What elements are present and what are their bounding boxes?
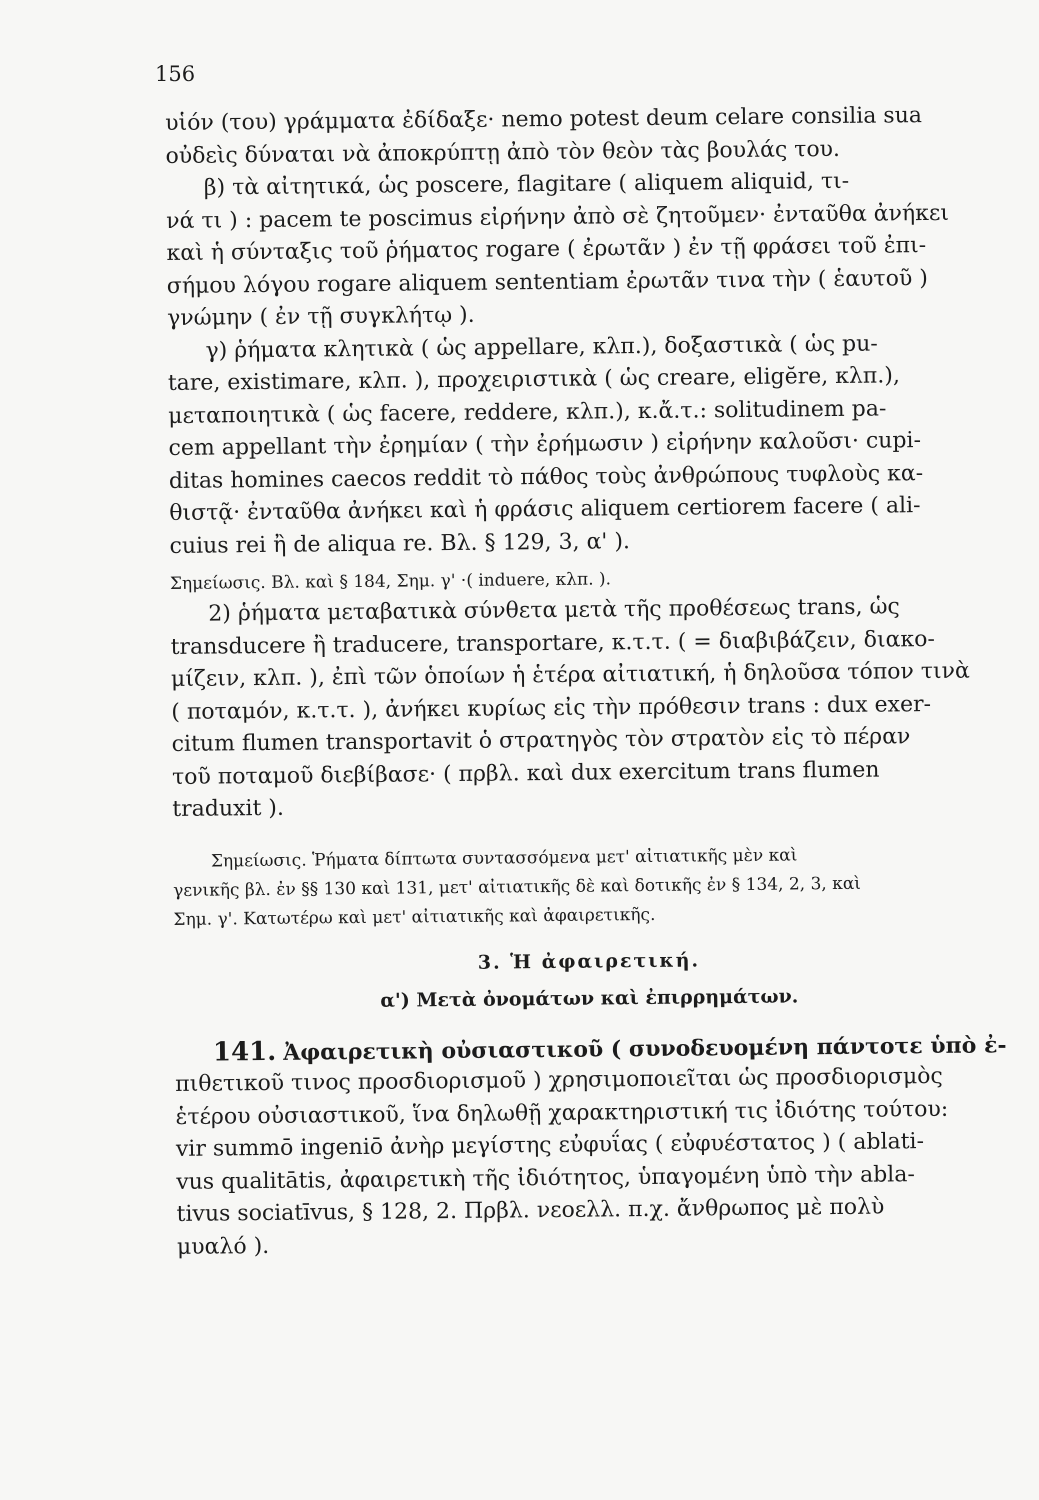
text-line: νά τι ) : pacem te poscimus εἰρήνην ἀπὸ σὲ ζητοῦμεν· ἐνταῦθα ἀνήκει xyxy=(166,200,950,234)
text-line: πιθετικοῦ τινος προσδιορισμοῦ ) χρησιμοποιεῖται ὡς προσδιορισμὸς xyxy=(175,1063,943,1097)
footnote-remark: Σημείωσις. Ῥήματα δίπτωτα συντασσόμενα μετ' αἰτιατικῆς μὲν καὶ xyxy=(210,844,798,872)
text-line: μεταποιητικὰ ( ὡς facere, reddere, κλπ.), κ.ἄ.τ.: solitudinem pa- xyxy=(168,395,887,429)
text-line: vus qualitātis, ἀφαιρετικὴ τῆς ἰδιότητος, ὑπαγομένη ὑπὸ τὴν abla- xyxy=(176,1161,915,1195)
footnote-line: γενικῆς βλ. ἐν §§ 130 καὶ 131, μετ' αἰτιατικῆς δὲ καὶ δοτικῆς ἐν § 134, 2, 3, καὶ xyxy=(173,873,862,901)
text-line: 2) ῥήματα μεταβατικὰ σύνθετα μετὰ τῆς προθέσεως trans, ὡς xyxy=(208,594,900,627)
text-line: ἑτέρου οὐσιαστικοῦ, ἵνα δηλωθῇ χαρακτηριστική τις ἰδιότης τούτου: xyxy=(175,1096,949,1130)
text-line: μίζειν, κλπ. ), ἐπὶ τῶν ὁποίων ἡ ἑτέρα αἰτιατική, ἡ δηλοῦσα τόπον τινὰ xyxy=(170,658,970,692)
text-line: tivus sociatīvus, § 128, 2. Πρβλ. νεοελλ. π.χ. ἄνθρωπος μὲ πολὺ xyxy=(176,1194,885,1227)
text-line: μυαλό ). xyxy=(176,1233,270,1260)
subsection-heading: α') Μετὰ ὀνομάτων καὶ ἐπιρρημάτων. xyxy=(380,984,799,1012)
text-line: ditas homines caecos reddit τὸ πάθος τοὺς ἀνθρώπους τυφλοὺς κα- xyxy=(168,460,924,494)
section-heading: 3. Ἡ ἀφαιρετική. xyxy=(477,948,701,974)
footnote-line: Σημ. γ'. Κατωτέρω καὶ μετ' αἰτιατικῆς καὶ ἀφαιρετικῆς. xyxy=(173,904,656,930)
text-line: σήμου λόγου rogare aliquem sententiam ἐρωτᾶν τινα τὴν ( ἑαυτοῦ ) xyxy=(166,265,928,299)
text-line: τοῦ ποταμοῦ διεβίβασε· ( πρβλ. καὶ dux exercitum trans flumen xyxy=(171,757,880,790)
text-line: γνώμην ( ἐν τῇ συγκλήτῳ ). xyxy=(167,302,475,331)
text-line: θιστᾷ· ἐνταῦθα ἀνήκει καὶ ἡ φράσις aliquem certiorem facere ( ali- xyxy=(169,493,921,526)
text-line: citum flumen transportavit ὁ στρατηγὸς τὸν στρατὸν εἰς τὸ πέραν xyxy=(171,724,911,757)
text-line: καὶ ἡ σύνταξις τοῦ ῥήματος rogare ( ἐρωτᾶν ) ἐν τῇ φράσει τοῦ ἐπι- xyxy=(166,233,927,266)
text-line: γ) ῥήματα κλητικὰ ( ὡς appellare, κλπ.), δοξαστικὰ ( ὡς pu- xyxy=(205,331,878,364)
text-line: traduxit ). xyxy=(172,795,285,822)
text-line: β) τὰ αἰτητικά, ὡς poscere, flagitare ( aliquem aliquid, τι- xyxy=(203,168,850,201)
text-line: cem appellant τὴν ἐρημίαν ( τὴν ἐρήμωσιν ) εἰρήνην καλοῦσι· cupi- xyxy=(168,428,922,461)
text-line: ( ποταμόν, κ.τ.τ. ), ἀνήκει κυρίως εἰς τὴν πρόθεσιν trans : dux exer- xyxy=(171,691,932,725)
paragraph-number: 141. xyxy=(212,1036,277,1068)
page-body xyxy=(165,99,1007,1264)
footnote-remark: Σημείωσις. Βλ. καὶ § 184, Σημ. γ' ·( induere, κλπ. ). xyxy=(169,569,612,594)
text-line: οὐδεὶς δύναται νὰ ἀποκρύπτῃ ἀπὸ τὸν θεὸν τὰς βουλάς του. xyxy=(165,136,841,169)
text-line: cuius rei ἢ de aliqua re. Βλ. § 129, 3, α' ). xyxy=(169,528,631,559)
paragraph-text: Ἀφαιρετικὴ οὐσιαστικοῦ ( συνοδευομένη πάντοτε ὑπὸ ἐ- xyxy=(283,1031,1007,1066)
text-line: tare, existimare, κλπ. ), προχειριστικὰ ( ὡς creare, eligĕre, κλπ.), xyxy=(167,363,901,396)
text-line: vir summō ingeniō ἀνὴρ μεγίστης εὐφυΐας ( εὐφυέστατος ) ( ablati- xyxy=(175,1129,925,1162)
page-number: 156 xyxy=(155,62,196,86)
text-line: transducere ἢ traducere, transportare, κ.τ.τ. ( = διαβιβάζειν, διακο- xyxy=(170,626,935,660)
text-line: υἱόν (του) γράμματα ἐδίδαξε· nemo potest deum celare consilia sua xyxy=(165,103,923,136)
